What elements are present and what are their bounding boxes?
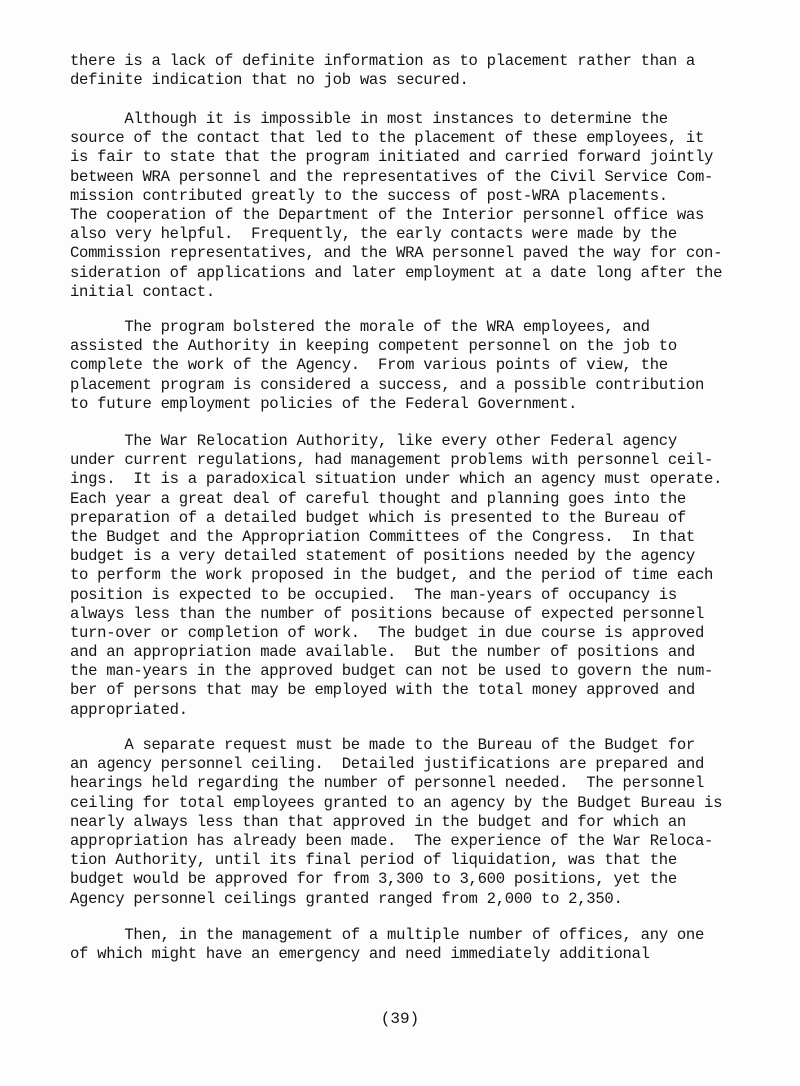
text-line: Each year a great deal of careful thought and planning goes into the [70, 489, 686, 508]
text-line: tion Authority, until its final period of liquidation, was that the [70, 851, 677, 870]
text-line: Although it is impossible in most instances to determine the [70, 110, 668, 128]
text-line: Agency personnel ceilings granted ranged from 2,000 to 2,350. [70, 889, 623, 908]
text-line: always less than the number of positions because of expected personnel [70, 604, 705, 623]
paragraph-4 [70, 432, 770, 720]
text-line: of which might have an emergency and need immediately additional [70, 945, 650, 964]
text-line: placement program is considered a success, and a possible contribution [70, 375, 705, 394]
paragraph-2 [70, 110, 770, 302]
paragraph-5 [70, 736, 770, 909]
paragraph-1 [70, 52, 770, 90]
text-line: ber of persons that may be employed with the total money approved and [70, 681, 695, 700]
text-line: initial contact. [70, 282, 215, 301]
text-line: also very helpful. Frequently, the early contacts were made by the [70, 225, 677, 244]
text-line: source of the contact that led to the placement of these employees, it [70, 129, 705, 148]
text-line: Commission representatives, and the WRA personnel paved the way for con- [70, 244, 723, 263]
text-line: to perform the work proposed in the budget, and the period of time each [70, 566, 714, 585]
text-line: under current regulations, had management problems with personnel ceil- [70, 451, 714, 470]
text-line: ceiling for total employees granted to an agency by the Budget Bureau is [70, 793, 723, 812]
text-line: the man-years in the approved budget can not be used to govern the num- [70, 662, 714, 681]
text-line: turn-over or completion of work. The budget in due course is approved [70, 623, 705, 642]
text-line: between WRA personnel and the representatives of the Civil Service Com- [70, 167, 714, 186]
text-line: there is a lack of definite information as to placement rather than a [70, 52, 695, 70]
text-line: definite indication that no job was secured. [70, 71, 469, 90]
text-line: is fair to state that the program initiated and carried forward jointly [70, 148, 714, 167]
text-line: to future employment policies of the Federal Government. [70, 394, 578, 413]
text-line: The program bolstered the morale of the WRA employees, and [70, 318, 650, 336]
text-line: an agency personnel ceiling. Detailed justifications are prepared and [70, 755, 705, 774]
text-line: assisted the Authority in keeping competent personnel on the job to [70, 337, 677, 356]
text-line: and an appropriation made available. But the number of positions and [70, 643, 695, 662]
text-line: budget would be approved for from 3,300 to 3,600 positions, yet the [70, 870, 677, 889]
paragraph-6 [70, 926, 770, 964]
text-line: sideration of applications and later employment at a date long after the [70, 263, 723, 282]
text-line: appropriation has already been made. The experience of the War Reloca- [70, 831, 714, 850]
text-line: Then, in the management of a multiple number of offices, any one [70, 926, 705, 944]
text-line: nearly always less than that approved in the budget and for which an [70, 812, 686, 831]
text-line: position is expected to be occupied. The man-years of occupancy is [70, 585, 677, 604]
text-line: preparation of a detailed budget which is presented to the Bureau of [70, 508, 686, 527]
page-number: (39) [380, 1010, 420, 1028]
text-line: budget is a very detailed statement of positions needed by the agency [70, 547, 695, 566]
text-line: The War Relocation Authority, like every other Federal agency [70, 432, 677, 450]
text-line: complete the work of the Agency. From various points of view, the [70, 356, 668, 375]
text-line: ings. It is a paradoxical situation under which an agency must operate. [70, 470, 723, 489]
text-line: appropriated. [70, 700, 188, 719]
text-line: hearings held regarding the number of personnel needed. The personnel [70, 774, 705, 793]
text-line: The cooperation of the Department of the Interior personnel office was [70, 205, 705, 224]
text-line: mission contributed greatly to the success of post-WRA placements. [70, 186, 668, 205]
text-line: A separate request must be made to the Bureau of the Budget for [70, 736, 695, 754]
text-line: the Budget and the Appropriation Committees of the Congress. In that [70, 527, 695, 546]
paragraph-3 [70, 318, 770, 414]
